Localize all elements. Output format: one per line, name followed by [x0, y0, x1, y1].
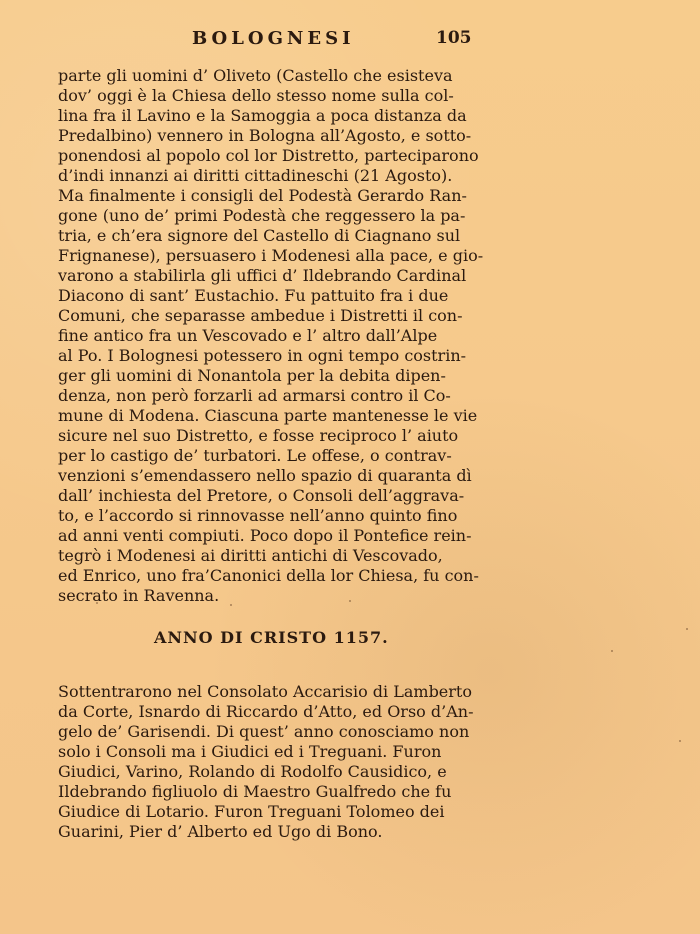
text-line: Giudici, Varino, Rolando di Rodolfo Causidico, e [58, 762, 447, 781]
text-line: fine antico fra un Vescovado e l’ altro dall’Alpe [58, 326, 438, 345]
text-line: ger gli uomini di Nonantola per la debita dipen- [58, 366, 446, 385]
text-line: da Corte, Isnardo di Riccardo d’Atto, ed Orso d’An- [58, 702, 474, 721]
text-line: to, e l’accordo si rinnovasse nell’anno quinto fino [58, 506, 458, 525]
text-line: tegrò i Modenesi ai diritti antichi di Vescovado, [58, 546, 443, 565]
paper-speck [611, 650, 613, 652]
text-line: Ildebrando figliuolo di Maestro Gualfredo che fu [58, 782, 452, 801]
text-line: parte gli uomini d’ Oliveto (Castello che esisteva [58, 66, 453, 85]
page-header [192, 28, 512, 50]
text-line: d’indi innanzi ai diritti cittadineschi (21 Agosto). [58, 166, 453, 185]
text-line: per lo castigo de’ turbatori. Le offese, o contrav- [58, 446, 452, 465]
text-line: gelo de’ Garisendi. Di quest’ anno conosciamo non [58, 722, 470, 741]
text-line: solo i Consoli ma i Giudici ed i Treguani. Furon [58, 742, 442, 761]
secondary-paragraph-block [58, 682, 487, 842]
text-line: Guarini, Pier d’ Alberto ed Ugo di Bono. [58, 822, 383, 841]
text-line: gone (uno de’ primi Podestà che reggessero la pa- [58, 206, 466, 225]
text-line: denza, non però forzarli ad armarsi contro il Co- [58, 386, 451, 405]
text-line: Sottentrarono nel Consolato Accarisio di Lamberto [58, 682, 472, 701]
text-line: mune di Modena. Ciascuna parte mantenesse le vie [58, 406, 478, 425]
text-line: ed Enrico, uno fra’Canonici della lor Chiesa, fu con- [58, 566, 479, 585]
paper-speck [230, 604, 232, 606]
section-heading: ANNO DI CRISTO 1157. [154, 628, 389, 647]
text-line: ponendosi al popolo col lor Distretto, parteciparono [58, 146, 479, 165]
running-head: BOLOGNESI [192, 28, 355, 49]
text-line: venzioni s’emendassero nello spazio di quaranta dì [58, 466, 472, 485]
text-line: varono a stabilirla gli uffici d’ Ildebrando Cardinal [58, 266, 467, 285]
text-line: ad anni venti compiuti. Poco dopo il Pontefice rein- [58, 526, 472, 545]
paper-speck [679, 740, 681, 742]
main-paragraph-block [58, 66, 487, 606]
text-line: dall’ inchiesta del Pretore, o Consoli dell’aggrava- [58, 486, 465, 505]
paper-speck [349, 600, 351, 602]
text-line: Giudice di Lotario. Furon Treguani Tolomeo dei [58, 802, 445, 821]
text-line: tria, e ch’era signore del Castello di Ciagnano sul [58, 226, 461, 245]
text-line: Ma finalmente i consigli del Podestà Gerardo Ran- [58, 186, 467, 205]
text-line: Comuni, che separasse ambedue i Distretti il con- [58, 306, 463, 325]
paper-speck [686, 628, 688, 630]
page-number: 105 [436, 28, 472, 48]
text-line: secrato in Ravenna. [58, 586, 220, 605]
text-line: Frignanese), persuasero i Modenesi alla pace, e gio- [58, 246, 484, 265]
text-line: sicure nel suo Distretto, e fosse reciproco l’ aiuto [58, 426, 459, 445]
paper-speck [96, 602, 98, 604]
text-line: Predalbino) vennero in Bologna all’Agosto, e sotto- [58, 126, 472, 145]
text-line: dov’ oggi è la Chiesa dello stesso nome sulla col- [58, 86, 454, 105]
text-line: Diacono di sant’ Eustachio. Fu pattuito fra i due [58, 286, 449, 305]
text-line: al Po. I Bolognesi potessero in ogni tempo costrin- [58, 346, 467, 365]
text-line: lina fra il Lavino e la Samoggia a poca distanza da [58, 106, 467, 125]
